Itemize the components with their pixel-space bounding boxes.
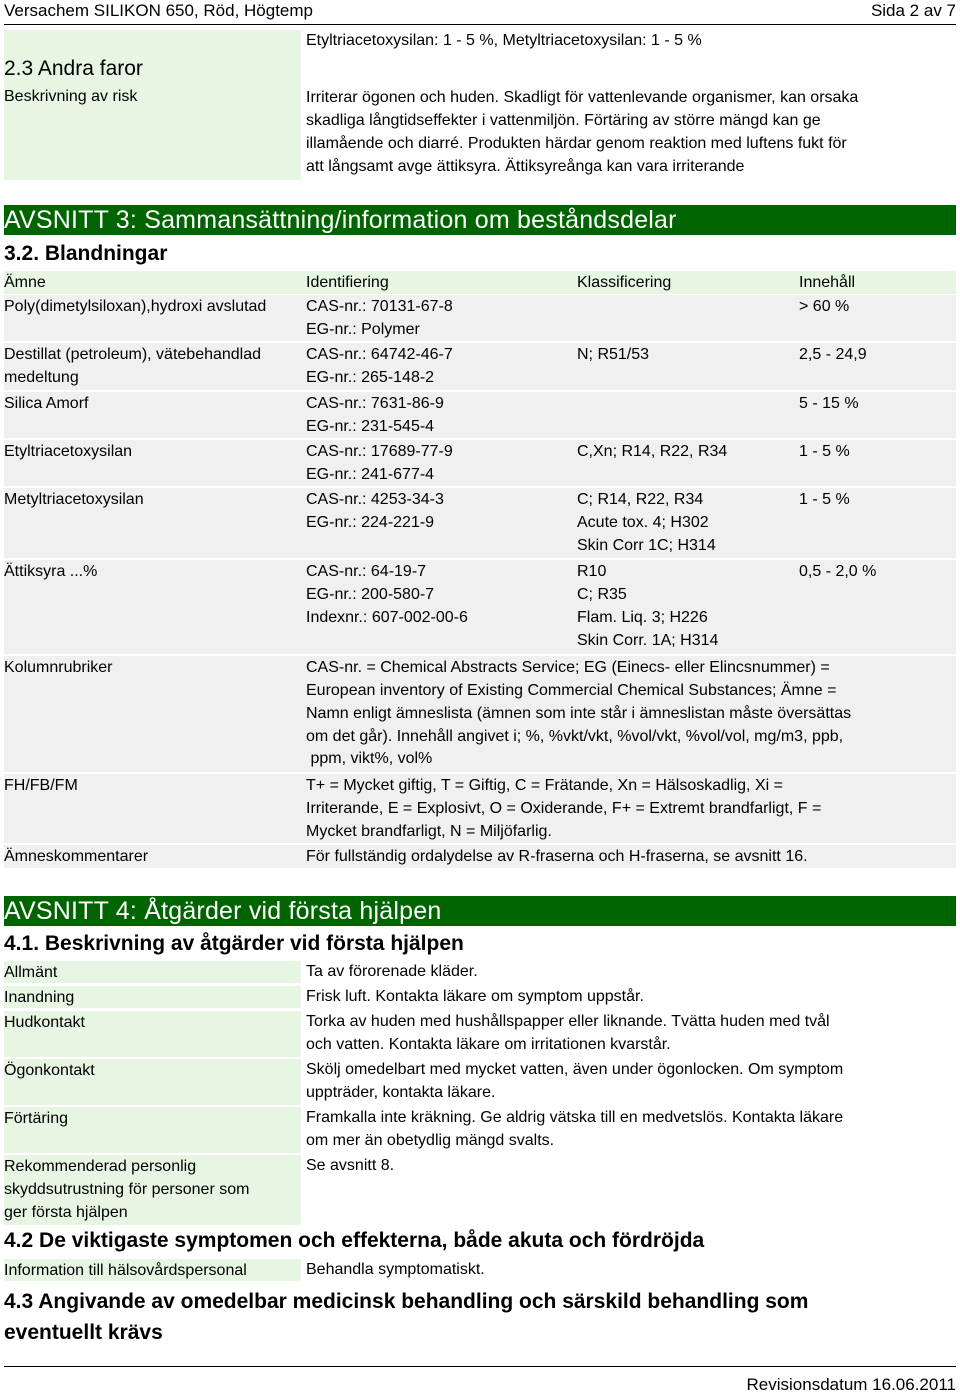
class-line: Acute tox. 4; H302 bbox=[577, 514, 709, 531]
ident-line: EG-nr.: 241-677-4 bbox=[306, 466, 435, 483]
risk-label-cell bbox=[4, 85, 301, 180]
note-column-headings bbox=[4, 656, 956, 772]
substance-content: 5 - 15 % bbox=[799, 395, 859, 412]
other-hazards-title: 2.3 Andra faror bbox=[4, 57, 143, 80]
first-aid-label-ppe bbox=[4, 1155, 301, 1225]
note-text bbox=[306, 845, 808, 868]
note-label: Ämneskommentarer bbox=[4, 848, 149, 865]
class-line: N; R51/53 bbox=[577, 346, 650, 363]
first-aid-label: Inandning bbox=[4, 989, 75, 1006]
risk-line: Irriterar ögonen och huden. Skadligt för vattenlevande organismer, kan orsaka bbox=[306, 89, 859, 106]
ident-line: CAS-nr.: 64-19-7 bbox=[306, 563, 427, 580]
first-aid-line: Frisk luft. Kontakta läkare om symptom uppstår. bbox=[306, 988, 644, 1005]
ident-line: CAS-nr.: 70131-67-8 bbox=[306, 298, 453, 315]
col-header-content: Innehåll bbox=[799, 274, 856, 291]
section-4-3-line: eventuellt krävs bbox=[4, 1321, 163, 1344]
substance-content: 0,5 - 2,0 % bbox=[799, 563, 877, 580]
first-aid-line: Torka av huden med hushållspapper eller liknande. Tvätta huden med tvål bbox=[306, 1013, 830, 1030]
col-header-identification: Identifiering bbox=[306, 274, 389, 291]
substance-name-line: Metyltriacetoxysilan bbox=[4, 491, 144, 508]
substance-name-line: Poly(dimetylsiloxan),hydroxi avslutad bbox=[4, 298, 267, 315]
note-text bbox=[306, 774, 821, 843]
health-info-label: Information till hälsovårdspersonal bbox=[4, 1262, 247, 1279]
page-header bbox=[4, 0, 956, 26]
table-row bbox=[4, 343, 956, 390]
note-line: CAS-nr. = Chemical Abstracts Service; EG (Einecs- eller Elincsnummer) = bbox=[306, 659, 830, 676]
first-aid-line: Skölj omedelbart med mycket vatten, även under ögonlocken. Om symptom bbox=[306, 1061, 844, 1078]
risk-line: att långsamt avge ättiksyra. Ättiksyreånga kan vara irriterande bbox=[306, 158, 745, 175]
health-info-text: Behandla symptomatiskt. bbox=[306, 1261, 485, 1278]
ident-line: Indexnr.: 607-002-00-6 bbox=[306, 609, 468, 626]
table-row bbox=[4, 440, 956, 486]
note-line: om det går). Innehåll angivet i; %, %vkt/vkt, %vol/vkt, %vol/vol, mg/m3, ppb, bbox=[306, 728, 844, 745]
first-aid-line: och vatten. Kontakta läkare om irritationen kvarstår. bbox=[306, 1036, 671, 1053]
note-text bbox=[306, 656, 851, 770]
ident-line: CAS-nr.: 4253-34-3 bbox=[306, 491, 444, 508]
composition-label-cell bbox=[4, 30, 301, 52]
first-aid-line: om mer än obetydlig mängd svalts. bbox=[306, 1132, 555, 1149]
substance-name bbox=[4, 560, 97, 583]
substance-content: > 60 % bbox=[799, 298, 850, 315]
first-aid-label-eye bbox=[4, 1059, 301, 1105]
first-aid-line: Ta av förorenade kläder. bbox=[306, 963, 478, 980]
risk-line: skadliga långtidseffekter i vattenmiljön. Förtäring av större mängd kan ge bbox=[306, 112, 821, 129]
ident-line: CAS-nr.: 17689-77-9 bbox=[306, 443, 453, 460]
risk-line: illamående och diarré. Produkten härdar genom reaktion med luftens fukt för bbox=[306, 135, 847, 152]
document-title: Versachem SILIKON 650, Röd, Högtemp bbox=[4, 1, 313, 20]
substance-name-line: Etyltriacetoxysilan bbox=[4, 443, 133, 460]
first-aid-text-ppe bbox=[306, 1154, 916, 1177]
class-line: R10 bbox=[577, 563, 607, 580]
substance-content: 1 - 5 % bbox=[799, 491, 850, 508]
first-aid-line: Framkalla inte kräkning. Ge aldrig vätska till en medvetslös. Kontakta läkare bbox=[306, 1109, 844, 1126]
first-aid-line: uppträder, kontakta läkare. bbox=[306, 1084, 496, 1101]
ident-line: EG-nr.: 224-221-9 bbox=[306, 514, 435, 531]
first-aid-label-ingestion bbox=[4, 1107, 301, 1153]
substance-identification bbox=[306, 295, 453, 341]
note-label: Kolumnrubriker bbox=[4, 659, 113, 676]
page-number: Sida 2 av 7 bbox=[870, 1, 956, 20]
risk-description bbox=[306, 86, 916, 178]
substance-name bbox=[4, 295, 266, 318]
footer-rule bbox=[4, 1366, 956, 1367]
section-3-banner: AVSNITT 3: Sammansättning/information om beståndsdelar bbox=[4, 205, 956, 235]
col-header-substance: Ämne bbox=[4, 274, 46, 291]
section-3-2-title: 3.2. Blandningar bbox=[4, 242, 168, 265]
first-aid-label-general bbox=[4, 961, 301, 983]
composition-line: Etyltriacetoxysilan: 1 - 5 %, Metyltriacetoxysilan: 1 - 5 % bbox=[306, 32, 702, 49]
note-label: FH/FB/FM bbox=[4, 777, 78, 794]
substance-identification bbox=[306, 392, 444, 438]
ident-line: EG-nr.: 265-148-2 bbox=[306, 369, 435, 386]
substance-content: 2,5 - 24,9 bbox=[799, 346, 867, 363]
substance-name bbox=[4, 488, 144, 511]
header-rule bbox=[4, 24, 956, 25]
note-line: Irriterande, E = Explosivt, O = Oxiderande, F+ = Extremt brandfarligt, F = bbox=[306, 800, 822, 817]
note-substance-comments bbox=[4, 845, 956, 868]
first-aid-label: Ögonkontakt bbox=[4, 1062, 95, 1079]
ident-line: EG-nr.: 231-545-4 bbox=[306, 418, 435, 435]
note-line: Namn enligt ämneslista (ämnen som inte står i ämneslistan måste översättas bbox=[306, 705, 852, 722]
class-line: Skin Corr. 1A; H314 bbox=[577, 632, 719, 649]
substance-identification bbox=[306, 560, 468, 629]
ident-line: EG-nr.: 200-580-7 bbox=[306, 586, 435, 603]
first-aid-text-inhalation bbox=[306, 985, 916, 1008]
section-4-3-title bbox=[4, 1286, 808, 1348]
col-header-classification: Klassificering bbox=[577, 274, 672, 291]
class-line: C; R35 bbox=[577, 586, 627, 603]
table-row bbox=[4, 392, 956, 438]
composition-table-header bbox=[4, 271, 956, 294]
first-aid-text-ingestion bbox=[306, 1106, 916, 1152]
table-row bbox=[4, 295, 956, 341]
note-line: Mycket brandfarligt, N = Miljöfarlig. bbox=[306, 823, 552, 840]
substance-classification bbox=[577, 560, 718, 652]
note-line: T+ = Mycket giftig, T = Giftig, C = Frätande, Xn = Hälsoskadlig, Xi = bbox=[306, 777, 783, 794]
substance-classification bbox=[577, 343, 649, 366]
section-4-1-title: 4.1. Beskrivning av åtgärder vid första hjälpen bbox=[4, 932, 464, 955]
substance-classification bbox=[577, 440, 727, 463]
first-aid-text-eye bbox=[306, 1058, 916, 1104]
note-line: ppm, vikt%, vol% bbox=[306, 750, 433, 767]
substance-content: 1 - 5 % bbox=[799, 443, 850, 460]
first-aid-label-skin bbox=[4, 1011, 301, 1057]
note-line: För fullständig ordalydelse av R-fraserna och H-fraserna, se avsnitt 16. bbox=[306, 848, 808, 865]
substance-identification bbox=[306, 488, 444, 534]
substance-name-line: medeltung bbox=[4, 369, 79, 386]
note-hazard-symbols bbox=[4, 774, 956, 843]
table-row bbox=[4, 560, 956, 654]
first-aid-label-inhalation bbox=[4, 986, 301, 1008]
ident-line: EG-nr.: Polymer bbox=[306, 321, 420, 338]
revision-date: Revisionsdatum 16.06.2011 bbox=[746, 1375, 956, 1394]
substance-name bbox=[4, 392, 88, 415]
first-aid-label: skyddsutrustning för personer som bbox=[4, 1181, 250, 1198]
first-aid-label: Förtäring bbox=[4, 1110, 69, 1127]
class-line: C; R14, R22, R34 bbox=[577, 491, 704, 508]
first-aid-label: ger första hjälpen bbox=[4, 1204, 128, 1221]
first-aid-label: Allmänt bbox=[4, 964, 58, 981]
ident-line: CAS-nr.: 64742-46-7 bbox=[306, 346, 453, 363]
health-info-label-cell bbox=[4, 1259, 301, 1281]
substance-identification bbox=[306, 343, 453, 389]
substance-classification bbox=[577, 488, 716, 557]
risk-label: Beskrivning av risk bbox=[4, 88, 138, 105]
substance-name-line: Destillat (petroleum), vätebehandlad bbox=[4, 346, 262, 363]
section-4-banner: AVSNITT 4: Åtgärder vid första hjälpen bbox=[4, 896, 956, 926]
first-aid-label: Rekommenderad personlig bbox=[4, 1158, 197, 1175]
first-aid-line: Se avsnitt 8. bbox=[306, 1157, 395, 1174]
substance-identification bbox=[306, 440, 453, 486]
substance-name bbox=[4, 440, 132, 463]
substance-name-line: Ättiksyra ...% bbox=[4, 563, 98, 580]
first-aid-text-skin bbox=[306, 1010, 916, 1056]
note-line: European inventory of Existing Commercial Chemical Substances; Ämne = bbox=[306, 682, 837, 699]
first-aid-text-general bbox=[306, 960, 916, 983]
table-row bbox=[4, 488, 956, 558]
section-4-2-title: 4.2 De viktigaste symptomen och effekterna, både akuta och fördröjda bbox=[4, 1229, 705, 1252]
section-4-3-line: 4.3 Angivande av omedelbar medicinsk behandling och särskild behandling som bbox=[4, 1290, 809, 1313]
class-line: C,Xn; R14, R22, R34 bbox=[577, 443, 728, 460]
class-line: Flam. Liq. 3; H226 bbox=[577, 609, 708, 626]
substance-name bbox=[4, 343, 261, 389]
ident-line: CAS-nr.: 7631-86-9 bbox=[306, 395, 444, 412]
first-aid-label: Hudkontakt bbox=[4, 1014, 85, 1031]
class-line: Skin Corr 1C; H314 bbox=[577, 537, 716, 554]
substance-name-line: Silica Amorf bbox=[4, 395, 89, 412]
